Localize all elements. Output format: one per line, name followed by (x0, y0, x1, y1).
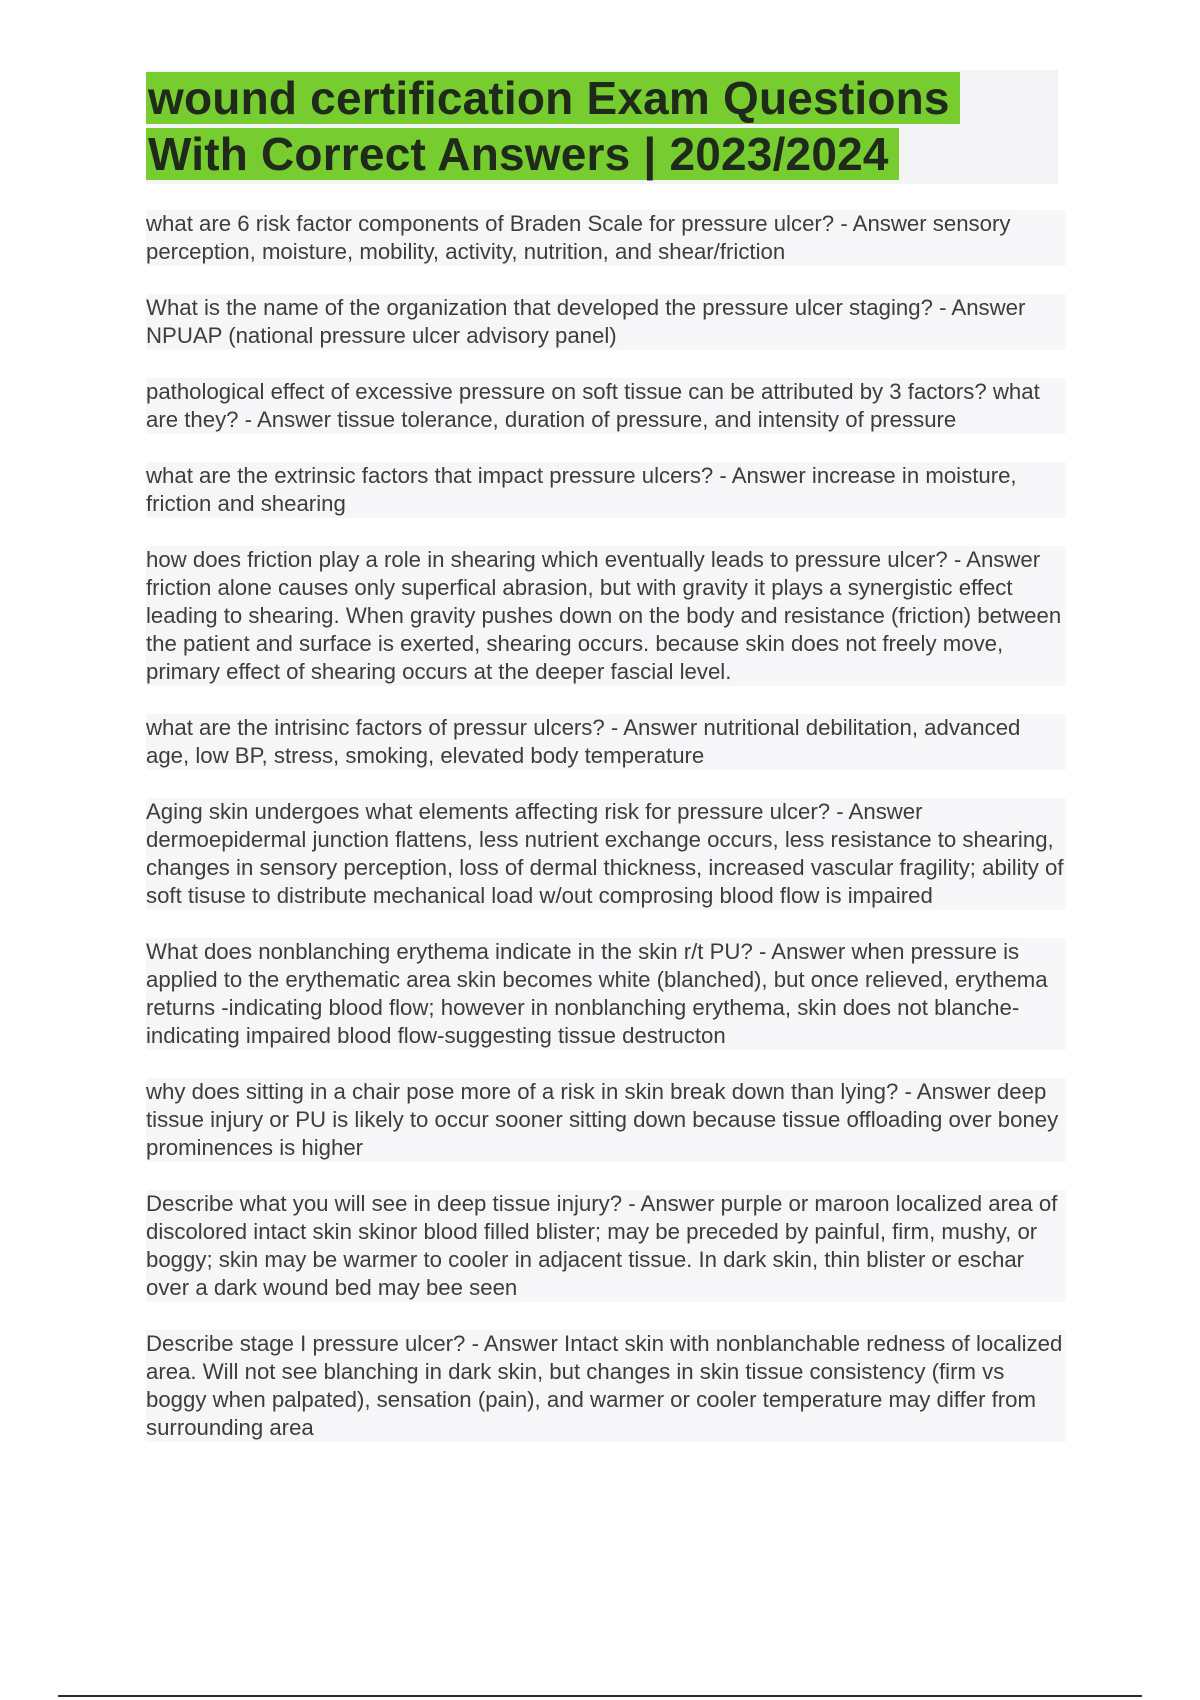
qa-text: what are 6 risk factor components of Braden Scale for pressure ulcer? - Answer sensory perception, moisture, mobility, activity, nutrition, and shear/friction (146, 211, 1011, 264)
qa-text: why does sitting in a chair pose more of a risk in skin break down than lying? - Answer deep tissue injury or PU is likely to occur sooner sitting down because tissue offloading over boney prominences is higher (146, 1079, 1059, 1160)
qa-item (146, 378, 1066, 434)
title-line-1: wound certification Exam Questions (146, 72, 960, 124)
qa-item (146, 546, 1066, 686)
qa-item (146, 938, 1066, 1050)
qa-item (146, 210, 1066, 266)
qa-text: what are the intrisinc factors of pressur ulcers? - Answer nutritional debilitation, advanced age, low BP, stress, smoking, elevated body temperature (146, 715, 1021, 768)
qa-item (146, 1078, 1066, 1162)
title-block (146, 70, 1058, 184)
qa-list (146, 210, 1066, 1470)
qa-item (146, 714, 1066, 770)
qa-item (146, 294, 1066, 350)
title-line-2: With Correct Answers | 2023/2024 (146, 128, 899, 180)
qa-text: What is the name of the organization that developed the pressure ulcer staging? - Answer NPUAP (national pressure ulcer advisory panel) (146, 295, 1026, 348)
qa-item (146, 1190, 1066, 1302)
page-bottom-divider (58, 1695, 1142, 1697)
qa-text: what are the extrinsic factors that impact pressure ulcers? - Answer increase in moisture, friction and shearing (146, 463, 1017, 516)
qa-text: What does nonblanching erythema indicate in the skin r/t PU? - Answer when pressure is applied to the erythematic area skin becomes white (blanched), but once relieved, erythema returns -indicating blood flow; however in nonblanching erythema, skin does not blanche-indicating impaired blood flow-suggesting tissue destructon (146, 939, 1048, 1048)
qa-item (146, 462, 1066, 518)
qa-item (146, 798, 1066, 910)
qa-text: Aging skin undergoes what elements affecting risk for pressure ulcer? - Answer dermoepidermal junction flattens, less nutrient exchange occurs, less resistance to shearing, changes in sensory perception, loss of dermal thickness, increased vascular fragility; ability of soft tisuse to distribute mechanical load w/out comprosing blood flow is impaired (146, 799, 1064, 908)
qa-item (146, 1330, 1066, 1442)
qa-text: Describe what you will see in deep tissue injury? - Answer purple or maroon localized area of discolored intact skin skinor blood filled blister; may be preceded by painful, firm, mushy, or boggy; skin may be warmer to cooler in adjacent tissue. In dark skin, thin blister or eschar over a dark wound bed may bee seen (146, 1191, 1058, 1300)
qa-text: Describe stage I pressure ulcer? - Answer Intact skin with nonblanchable redness of localized area. Will not see blanching in dark skin, but changes in skin tissue consistency (firm vs boggy when palpated), sensation (pain), and warmer or cooler temperature may differ from surrounding area (146, 1331, 1063, 1440)
document-title (146, 70, 1058, 182)
qa-text: pathological effect of excessive pressure on soft tissue can be attributed by 3 factors? what are they? - Answer tissue tolerance, duration of pressure, and intensity of pressure (146, 379, 1040, 432)
qa-text: how does friction play a role in shearing which eventually leads to pressure ulcer? - Answer friction alone causes only superfical abrasion, but with gravity it plays a synergistic effect leading to shearing. When gravity pushes down on the body and resistance (friction) between the patient and surface is exerted, shearing occurs. because skin does not freely move, primary effect of shearing occurs at the deeper fascial level. (146, 547, 1062, 684)
